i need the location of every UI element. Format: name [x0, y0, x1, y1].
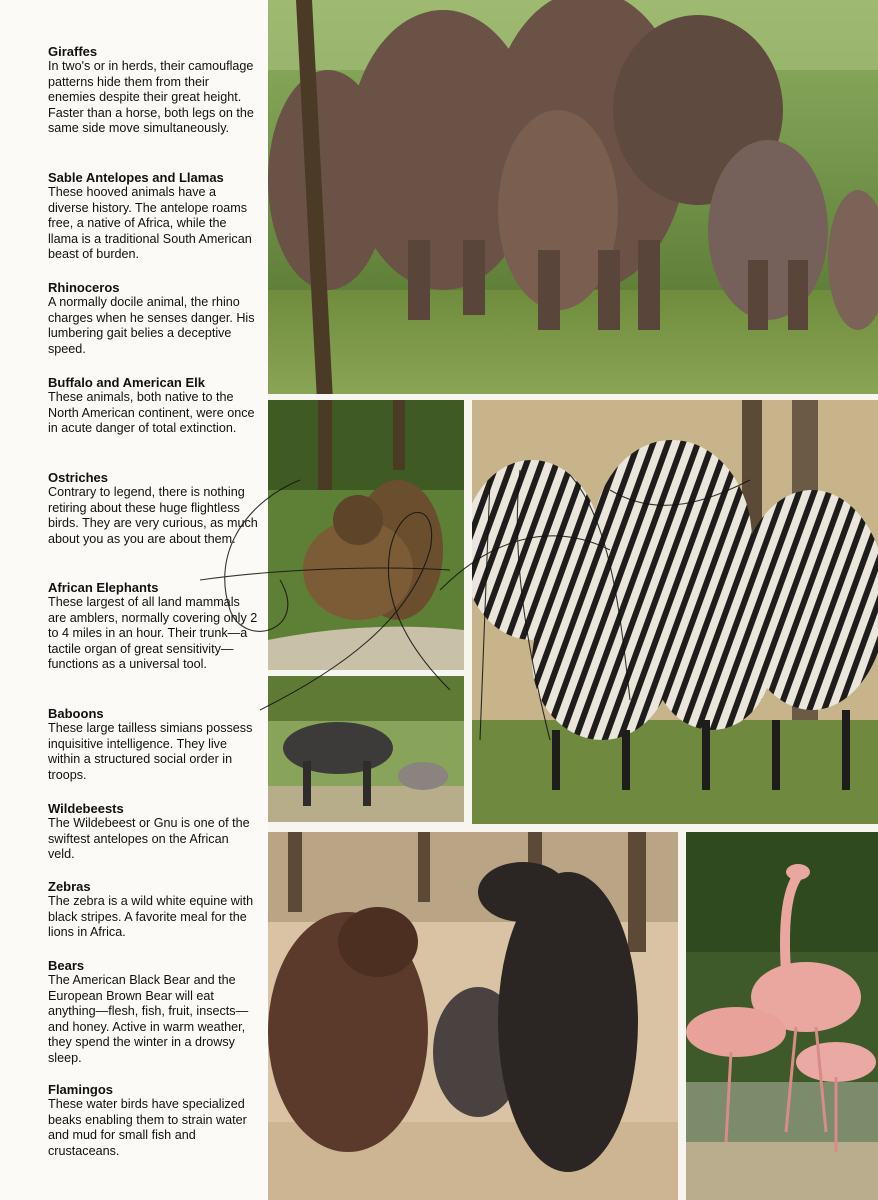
entry-flamingos	[48, 1082, 258, 1159]
baboons-photo	[268, 400, 464, 670]
entry-title: Flamingos	[48, 1082, 114, 1097]
entry-body: A normally docile animal, the rhino charges when he senses danger. His lumbering gait belies a deceptive speed.	[48, 295, 255, 356]
entry-title: Wildebeests	[48, 801, 124, 816]
entry-title: Zebras	[48, 879, 91, 894]
entry-body: In two's or in herds, their camouflage patterns hide them from their enemies despite their great height. Faster than a horse, both legs on the same side move simultaneously.	[48, 59, 254, 136]
entry-rhinoceros	[48, 280, 258, 357]
entry-baboons	[48, 706, 258, 783]
entry-body: These hooved animals have a diverse history. The antelope roams free, a native of Africa, while the llama is a traditional South American beast of burden.	[48, 185, 252, 262]
flamingos-photo	[686, 832, 878, 1200]
entry-title: Rhinoceros	[48, 280, 120, 295]
entry-body: These animals, both native to the North American continent, were once in acute danger of total extinction.	[48, 390, 255, 436]
entry-body: These largest of all land mammals are amblers, normally covering only 2 to 4 miles in an hour. Their trunk—a tactile organ of great sensitivity—functions as a universal tool.	[48, 595, 258, 672]
entry-sable-antelopes	[48, 170, 258, 263]
zebras-photo	[472, 400, 878, 824]
entry-title: Giraffes	[48, 44, 98, 59]
entry-zebras	[48, 879, 258, 941]
bears-photo	[268, 832, 678, 1200]
entry-body: These water birds have specialized beaks enabling them to strain water and mud for small fish and crustaceans.	[48, 1097, 247, 1158]
entry-body: The Wildebeest or Gnu is one of the swiftest antelopes on the African veld.	[48, 816, 250, 862]
entry-ostriches	[48, 470, 258, 547]
entry-body: Contrary to legend, there is nothing retiring about these huge flightless birds. They are very curious, as much about you as you are about them.	[48, 485, 258, 546]
entry-body: The zebra is a wild white equine with black stripes. A favorite meal for the lions in Africa.	[48, 894, 254, 940]
wildebeest-photo	[268, 676, 464, 822]
elephants-photo	[268, 0, 878, 394]
entry-african-elephants	[48, 580, 258, 673]
entry-title: Sable Antelopes and Llamas	[48, 170, 224, 185]
entry-title: African Elephants	[48, 580, 159, 595]
entry-title: Bears	[48, 958, 85, 973]
entry-title: Buffalo and American Elk	[48, 375, 205, 390]
entry-title: Ostriches	[48, 470, 108, 485]
entry-buffalo-elk	[48, 375, 258, 437]
entry-title: Baboons	[48, 706, 104, 721]
entry-body: These large tailless simians possess inquisitive intelligence. They live within a structured social order in troops.	[48, 721, 253, 782]
entry-bears	[48, 958, 258, 1067]
entry-giraffes	[48, 44, 258, 137]
entry-wildebeests	[48, 801, 258, 863]
entry-body: The American Black Bear and the European Brown Bear will eat anything—flesh, fish, fruit, insects—and honey. Active in warm weather, they spend the winter in a drowsy sleep.	[48, 973, 249, 1065]
text-column	[0, 0, 268, 1200]
